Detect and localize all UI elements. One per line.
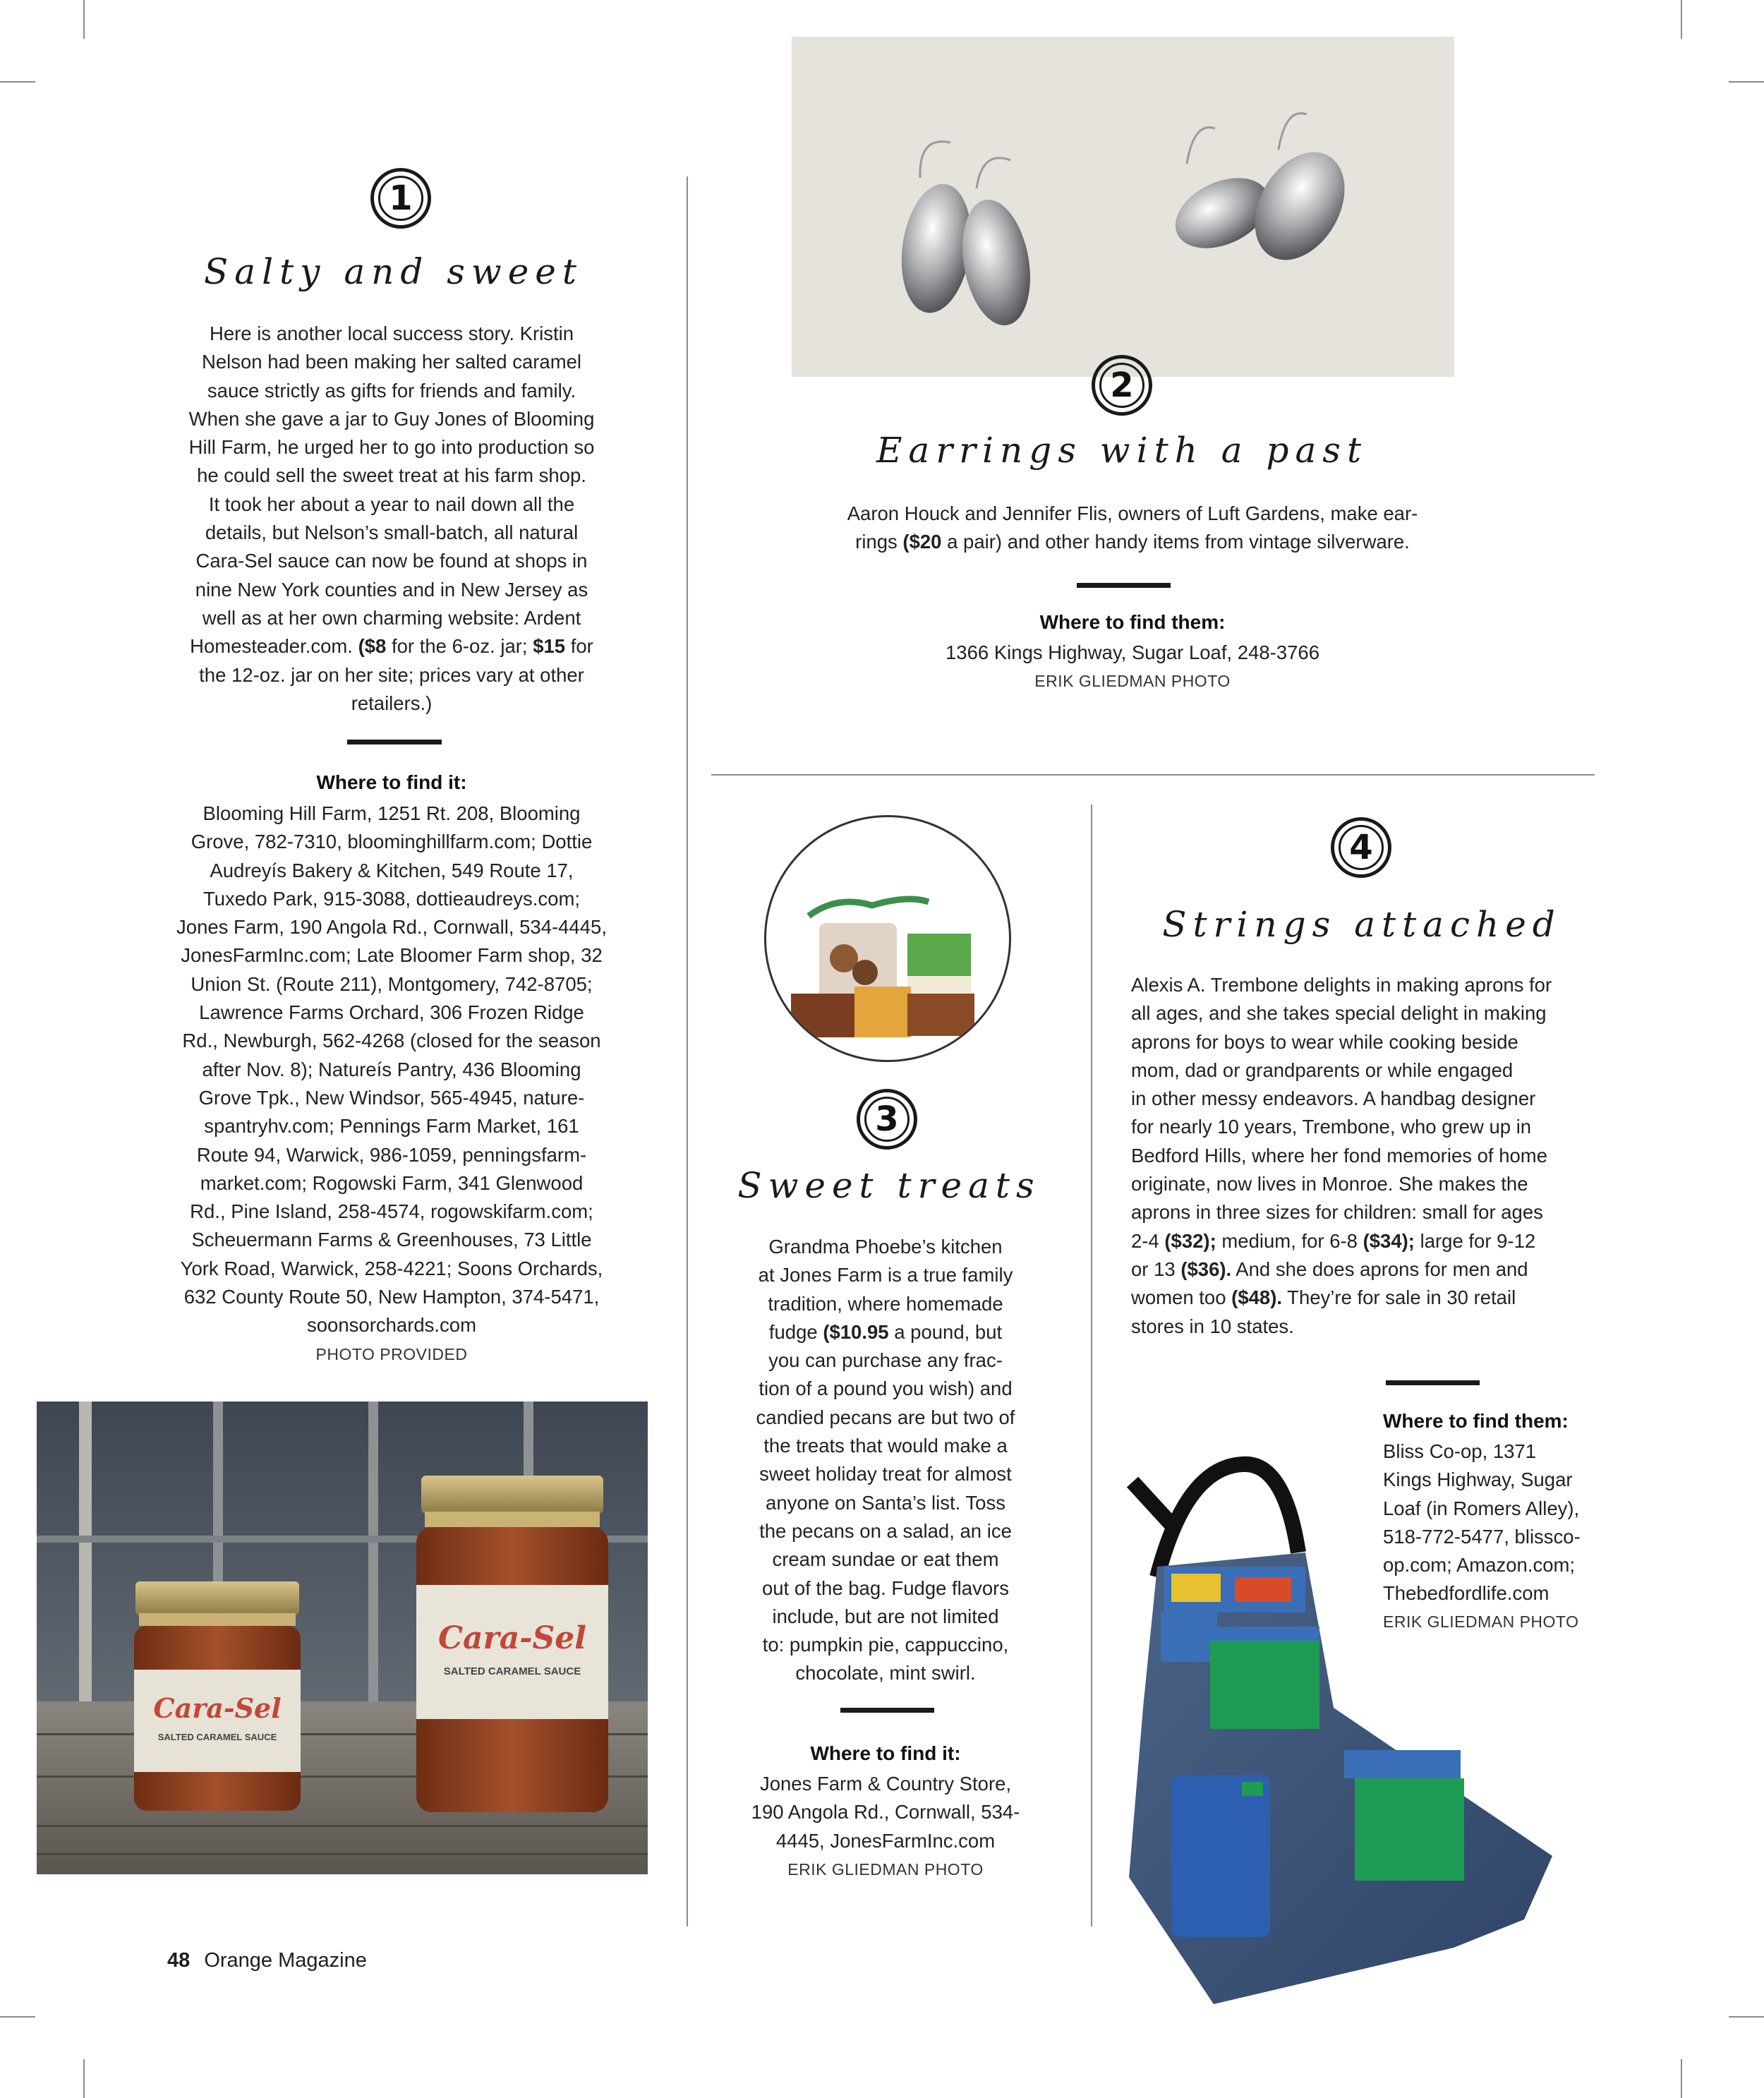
- body-line: out of the bag. Fudge flavors: [761, 1576, 1010, 1599]
- jar-label: Cara-Sel: [153, 1692, 282, 1724]
- caramel-jars-illustration: [37, 1401, 648, 1874]
- body-line: include, but are not limited: [772, 1605, 999, 1627]
- page-number: 48: [167, 1949, 191, 1972]
- body-line: Alexis A. Trembone delights in making aprons for: [1131, 974, 1552, 996]
- body-line: at Jones Farm is a true family: [758, 1264, 1013, 1286]
- where-line: Kings Highway, Sugar: [1383, 1469, 1573, 1491]
- where-line: Grove Tpk., New Windsor, 565-4945, nature-: [198, 1086, 585, 1109]
- where-line: Lawrence Farms Orchard, 306 Frozen Ridge: [199, 1001, 584, 1024]
- item-title: Earrings with a past: [876, 430, 1368, 471]
- where-line: Route 94, Warwick, 986-1059, penningsfarm-: [196, 1143, 587, 1166]
- body-line: details, but Nelson’s small-batch, all natural: [205, 522, 579, 544]
- body-line: When she gave a jar to Guy Jones of Blooming: [188, 407, 595, 430]
- crop-mark: [0, 2016, 35, 2018]
- crop-mark: [83, 2059, 85, 2098]
- where-line: spantryhv.com; Pennings Farm Market, 161: [204, 1115, 579, 1138]
- where-line: Scheuermann Farms & Greenhouses, 73 Little: [191, 1229, 592, 1251]
- section-rule: [1386, 1380, 1480, 1385]
- where-label: Where to find it:: [316, 771, 467, 793]
- jar-sublabel: SALTED CARAMEL SAUCE: [157, 1732, 277, 1742]
- item-number-badge: 4: [1331, 817, 1391, 878]
- body-line: for nearly 10 years, Trembone, who grew up in: [1131, 1116, 1532, 1138]
- body-line: candied pecans are but two of: [756, 1406, 1015, 1428]
- crop-mark: [1681, 0, 1682, 39]
- caramel-sauce-photo: [37, 1401, 648, 1874]
- body-line: Homesteader.com. ($8 for the 6-oz. jar; $15 for: [190, 635, 593, 658]
- where-details: [882, 639, 1383, 667]
- body-line: the pecans on a salad, an ice: [759, 1519, 1012, 1542]
- section-divider: [711, 774, 1595, 776]
- body-line: aprons in three sizes for children: small for ages: [1131, 1201, 1543, 1224]
- where-line: Tuxedo Park, 915-3088, dottieaudreys.com;: [203, 887, 580, 910]
- body-line: It took her about a year to nail down all the: [208, 493, 575, 515]
- jar-sublabel: SALTED CARAMEL SAUCE: [443, 1665, 581, 1677]
- body-line: sweet holiday treat for almost: [759, 1463, 1012, 1485]
- where-line: Thebedfordlife.com: [1383, 1582, 1549, 1605]
- body-line: tion of a pound you wish) and: [759, 1377, 1013, 1400]
- body-line: Here is another local success story. Kristin: [209, 322, 574, 344]
- where-line: York Road, Warwick, 258-4221; Soons Orchards,: [180, 1257, 603, 1279]
- item-title: Sweet treats: [737, 1165, 1041, 1206]
- where-label: Where to find it:: [810, 1742, 961, 1764]
- photo-credit: ERIK GLIEDMAN PHOTO: [1383, 1612, 1579, 1631]
- item-title: Strings attached: [1162, 904, 1561, 945]
- photo-credit: ERIK GLIEDMAN PHOTO: [1034, 672, 1231, 690]
- where-line: 518-772-5477, blissco-: [1383, 1525, 1581, 1548]
- crop-mark: [0, 81, 35, 83]
- item-body: [776, 500, 1489, 557]
- body-line: Aaron Houck and Jennifer Flis, owners of Luft Gardens, make ear-: [847, 502, 1418, 524]
- body-line: fudge ($10.95 a pound, but: [768, 1320, 1003, 1343]
- item-number-badge: 1: [370, 168, 431, 229]
- where-line: Jones Farm & Country Store,: [759, 1773, 1012, 1795]
- fudge-photo: [764, 815, 1011, 1062]
- jar-label: Cara-Sel: [438, 1620, 586, 1656]
- body-line: Bedford Hills, where her fond memories of home: [1131, 1144, 1547, 1166]
- item-body: [727, 1233, 1044, 1688]
- where-line: JonesFarmInc.com; Late Bloomer Farm shop, 32: [181, 944, 603, 967]
- apron-illustration: [1073, 1454, 1566, 2004]
- section-rule: [1077, 583, 1171, 588]
- body-line: stores in 10 states.: [1131, 1315, 1294, 1337]
- where-label: Where to find them:: [1039, 611, 1226, 633]
- crop-mark: [1729, 81, 1764, 83]
- photo-credit: ERIK GLIEDMAN PHOTO: [787, 1860, 984, 1879]
- body-line: cream sundae or eat them: [772, 1548, 999, 1571]
- body-line: tradition, where homemade: [768, 1292, 1003, 1315]
- body-line: chocolate, mint swirl.: [795, 1662, 976, 1684]
- apron-photo: [1073, 1454, 1566, 2004]
- earrings-illustration: [792, 37, 1454, 377]
- where-line: 632 County Route 50, New Hampton, 374-5471,: [183, 1286, 600, 1308]
- body-line: retailers.): [351, 692, 433, 714]
- body-line: Grandma Phoebe’s kitchen: [768, 1236, 1003, 1258]
- body-line: Hill Farm, he urged her to go into production so: [188, 436, 595, 459]
- body-line: all ages, and she takes special delight in making: [1131, 1002, 1547, 1025]
- where-line: op.com; Amazon.com;: [1383, 1554, 1576, 1576]
- body-line: anyone on Santa’s list. Toss: [766, 1491, 1005, 1514]
- item-title: Salty and sweet: [204, 251, 583, 292]
- column-divider: [687, 176, 688, 1927]
- publication-name: Orange Magazine: [204, 1949, 367, 1972]
- where-line: soonsorchards.com: [307, 1314, 476, 1337]
- body-line: or 13 ($36). And she does aprons for men and: [1131, 1258, 1528, 1280]
- body-line: sauce strictly as gifts for friends and family.: [207, 379, 576, 402]
- where-line: 190 Angola Rd., Cornwall, 534-: [751, 1801, 1020, 1823]
- body-line: mom, dad or grandparents or while engaged: [1131, 1059, 1514, 1081]
- where-line: market.com; Rogowski Farm, 341 Glenwood: [200, 1171, 584, 1194]
- section-rule: [347, 740, 442, 744]
- where-line: Rd., Pine Island, 258-4574, rogowskifarm.com;: [190, 1200, 593, 1223]
- body-line: rings ($20 a pair) and other handy items from vintage silverware.: [855, 531, 1410, 553]
- where-line: 1366 Kings Highway, Sugar Loaf, 248-3766: [946, 641, 1319, 663]
- photo-credit: PHOTO PROVIDED: [315, 1345, 468, 1363]
- crop-mark: [1681, 2059, 1682, 2098]
- where-line: Grove, 782-7310, bloominghillfarm.com; Dottie: [191, 831, 593, 853]
- body-line: nine New York counties and in New Jersey as: [195, 578, 588, 601]
- body-line: Cara-Sel sauce can now be found at shops in: [195, 550, 588, 572]
- where-line: Blooming Hill Farm, 1251 Rt. 208, Blooming: [203, 802, 581, 824]
- where-line: Bliss Co-op, 1371: [1383, 1440, 1537, 1462]
- section-rule: [840, 1708, 934, 1713]
- crop-mark: [83, 0, 85, 39]
- where-line: Audreyís Bakery & Kitchen, 549 Route 17,: [210, 859, 574, 881]
- body-line: he could sell the sweet treat at his farm shop.: [197, 464, 586, 487]
- crop-mark: [1729, 2016, 1764, 2018]
- body-line: you can purchase any frac-: [768, 1349, 1003, 1372]
- page-footer: [167, 1949, 367, 1972]
- body-line: aprons for boys to wear while cooking beside: [1131, 1030, 1518, 1053]
- where-line: Rd., Newburgh, 562-4268 (closed for the season: [182, 1030, 601, 1052]
- item-body: [1131, 971, 1611, 1341]
- where-line: 4445, JonesFarmInc.com: [775, 1829, 996, 1852]
- item-number-badge: 2: [1092, 355, 1152, 416]
- where-line: Union St. (Route 211), Montgomery, 742-8705;: [191, 972, 593, 995]
- body-line: to: pumpkin pie, cappuccino,: [762, 1634, 1009, 1656]
- where-label: Where to find them:: [1383, 1410, 1569, 1432]
- body-line: originate, now lives in Monroe. She makes the: [1131, 1173, 1528, 1195]
- body-line: 2-4 ($32); medium, for 6-8 ($34); large for 9-12: [1131, 1229, 1536, 1252]
- body-line: in other messy endeavors. A handbag designer: [1131, 1087, 1536, 1110]
- where-line: Jones Farm, 190 Angola Rd., Cornwall, 534-4445,: [176, 916, 607, 939]
- body-line: well as at her own charming website: Ardent: [202, 606, 581, 629]
- body-line: women too ($48). They’re for sale in 30 retail: [1131, 1286, 1516, 1309]
- body-line: the treats that would make a: [763, 1435, 1008, 1457]
- where-line: Loaf (in Romers Alley),: [1383, 1497, 1580, 1519]
- item-body: [145, 320, 639, 718]
- item-number-badge: 3: [857, 1089, 917, 1150]
- where-details: [727, 1770, 1044, 1855]
- body-line: Nelson had been making her salted caramel: [201, 351, 582, 373]
- body-line: the 12-oz. jar on her site; prices vary at other: [199, 663, 584, 686]
- where-details: [141, 800, 642, 1340]
- earrings-photo: [792, 37, 1454, 377]
- where-line: after Nov. 8); Natureís Pantry, 436 Blooming: [202, 1058, 581, 1080]
- fudge-illustration: [766, 817, 1009, 1060]
